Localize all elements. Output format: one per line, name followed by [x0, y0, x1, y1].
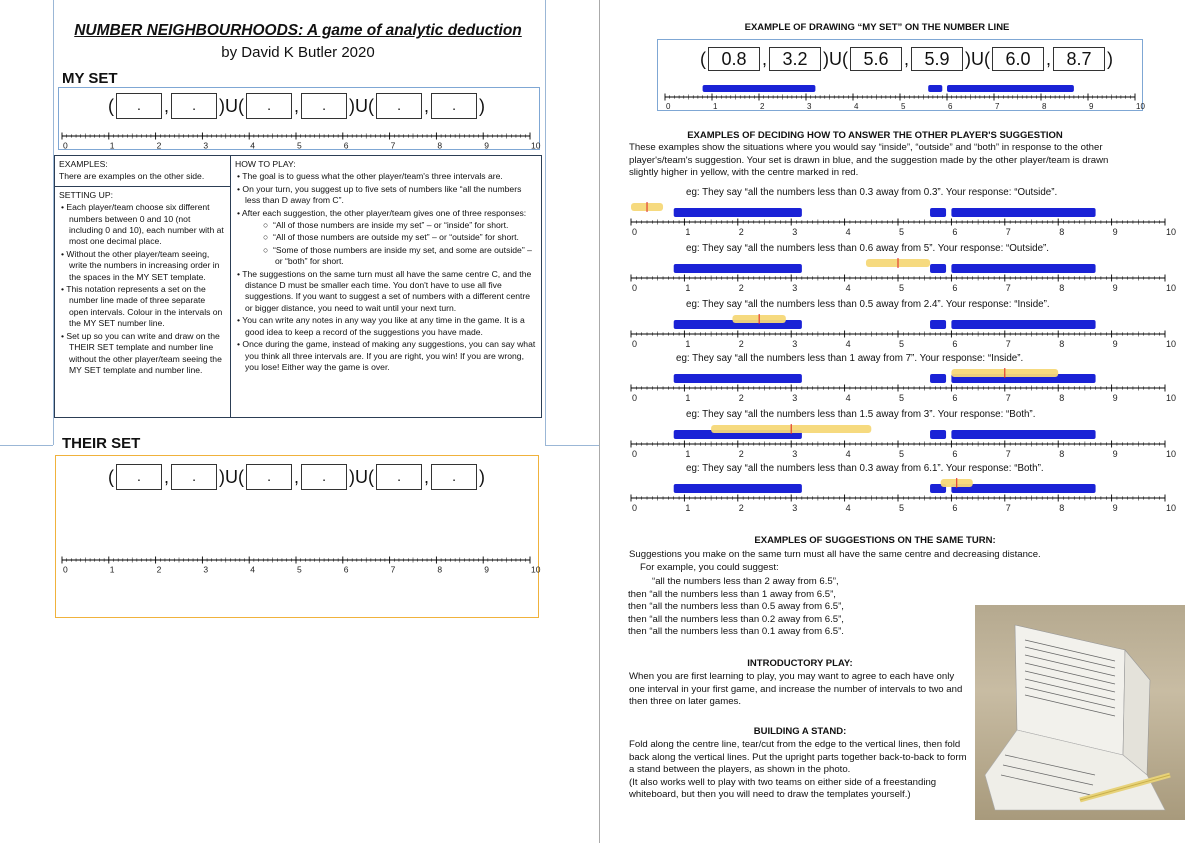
- example-label: eg: They say “all the numbers less than 0.3 away from 0.3”. Your response: “Outside”.: [686, 187, 1058, 198]
- suggestion-item: then “all the numbers less than 1 away from 6.5”,: [628, 588, 836, 600]
- setting-up-item: • Set up so you can write and draw on the THEIR SET template and number line without the other player/team seeing the MY SET template and number line.: [61, 330, 222, 375]
- set-interval-bar: [674, 484, 802, 493]
- axis-tick-label: 4: [845, 449, 851, 459]
- axis-tick-label: 7: [390, 140, 396, 150]
- number-entry-cell[interactable]: .: [116, 464, 162, 490]
- stand-text: Fold along the centre line, tear/cut from the edge to the vertical lines, then fold back along the vertical lines. Put the upright parts together back-to-back to form a stand between the players, as shown in the photo. (It also works well to play with two teams on either side of a freestanding whiteboard, but then you will need to draw the templates yourself.): [629, 739, 967, 801]
- setting-up-item: • Without the other player/team seeing, write the numbers in increasing order in the spaces in the MY SET template.: [61, 248, 220, 282]
- axis-tick-label: 9: [1112, 227, 1118, 237]
- same-turn-heading: EXAMPLES OF SUGGESTIONS ON THE SAME TURN:: [754, 535, 996, 546]
- example-set-notation: [700, 47, 1113, 71]
- axis-tick-label: 5: [297, 564, 302, 574]
- union-separator: )U(: [965, 48, 991, 69]
- fold-line-h-right: [545, 445, 599, 446]
- axis-tick-label: 7: [1005, 449, 1011, 459]
- axis-tick-label: 1: [685, 283, 691, 293]
- set-interval-bar: [703, 85, 816, 92]
- page-divider: [599, 0, 600, 843]
- axis-tick-label: 3: [792, 449, 798, 459]
- rules-right-column: [231, 156, 541, 417]
- response-option: ○ “All of those numbers are outside my set” – or “outside” for short.: [263, 232, 519, 243]
- suggestion-item: then “all the numbers less than 0.1 away from 6.5”.: [628, 626, 844, 638]
- union-separator: )U(: [219, 95, 245, 116]
- number-entry-cell[interactable]: .: [376, 93, 422, 119]
- axis-tick-label: 9: [1112, 339, 1118, 349]
- axis-tick-label: 3: [792, 393, 798, 403]
- example-number-line: [655, 80, 1145, 110]
- example-label: eg: They say “all the numbers less than 0.3 away from 6.1”. Your response: “Both”.: [686, 463, 1044, 474]
- axis-tick-label: 9: [1112, 449, 1118, 459]
- bracket-open: (: [108, 466, 114, 487]
- axis-tick-label: 0: [632, 283, 638, 293]
- number-entry-cell[interactable]: .: [431, 464, 477, 490]
- axis-tick-label: 5: [901, 102, 906, 110]
- axis-tick-label: 0: [63, 140, 68, 150]
- their-set-template[interactable]: [108, 464, 485, 490]
- axis-tick-label: 2: [156, 564, 162, 574]
- response-option: ○ “All of those numbers are inside my set” – or “inside” for short.: [263, 220, 509, 231]
- axis-tick-label: 10: [531, 564, 541, 574]
- author-byline: by David K Butler 2020: [221, 44, 375, 61]
- number-entry-cell[interactable]: .: [301, 93, 347, 119]
- suggestion-item: “all the numbers less than 2 away from 6.5”,: [652, 576, 839, 587]
- axis-tick-label: 3: [792, 339, 798, 349]
- axis-tick-label: 7: [1005, 503, 1011, 513]
- axis-tick-label: 9: [484, 564, 489, 574]
- how-to-play-item: • On your turn, you suggest up to five sets of numbers like “all the numbers less than D away from C”.: [237, 183, 522, 206]
- axis-tick-label: 2: [738, 393, 744, 403]
- set-interval-bar: [951, 484, 1095, 493]
- example-number-line: [622, 367, 1182, 407]
- axis-tick-label: 7: [390, 564, 396, 574]
- same-turn-list: [628, 576, 844, 639]
- how-to-play-item: • Once during the game, instead of making any suggestions, you can say what you think all three intervals are. If you are right, you win! If you are wrong, you lose! Either way the game is over.: [237, 339, 536, 372]
- axis-tick-label: 7: [995, 102, 1000, 110]
- axis-tick-label: 10: [1166, 339, 1177, 349]
- bracket-close: ): [479, 466, 486, 487]
- example-number-line: [622, 477, 1182, 517]
- example-label: eg: They say “all the numbers less than 0.5 away from 2.4”. Your response: “Inside”.: [686, 299, 1050, 310]
- axis-tick-label: 3: [792, 503, 798, 513]
- interval-start-value: 5.6: [850, 47, 902, 71]
- axis-tick-label: 4: [845, 339, 851, 349]
- axis-tick-label: 1: [109, 564, 115, 574]
- drawing-heading: EXAMPLE OF DRAWING “MY SET” ON THE NUMBER LINE: [744, 22, 1010, 33]
- example-number-line: [622, 313, 1182, 353]
- axis-tick-label: 10: [1166, 449, 1177, 459]
- axis-tick-label: 8: [1059, 227, 1065, 237]
- axis-tick-label: 9: [1112, 283, 1118, 293]
- axis-tick-label: 1: [685, 449, 691, 459]
- suggestion-item: then “all the numbers less than 0.2 away from 6.5”,: [628, 613, 844, 625]
- setting-up-item: • Each player/team choose six different numbers between 0 and 10 (not including 0 and 10), each number with at most one decimal place.: [61, 202, 224, 247]
- axis-tick-label: 0: [666, 102, 671, 110]
- interval-start-value: 0.8: [708, 47, 760, 71]
- axis-tick-label: 1: [685, 503, 691, 513]
- comma: ,: [762, 48, 768, 69]
- deciding-heading: EXAMPLES OF DECIDING HOW TO ANSWER THE OTHER PLAYER'S SUGGESTION: [687, 130, 1063, 141]
- how-to-play-heading: HOW TO PLAY:: [235, 159, 296, 169]
- folded-paper-illustration: [975, 605, 1185, 820]
- set-interval-bar: [951, 208, 1095, 217]
- set-interval-bar: [674, 264, 802, 273]
- number-entry-cell[interactable]: .: [246, 464, 292, 490]
- example-label: eg: They say “all the numbers less than 1 away from 7”. Your response: “Inside”.: [676, 353, 1024, 364]
- axis-tick-label: 2: [738, 503, 744, 513]
- stand-photo: [975, 605, 1185, 820]
- axis-tick-label: 8: [437, 564, 443, 574]
- response-option: ○ “Some of those numbers are inside my set, and some are outside” – or “both” for short.: [263, 244, 532, 267]
- example-label: eg: They say “all the numbers less than 1.5 away from 3”. Your response: “Both”.: [686, 409, 1036, 420]
- axis-tick-label: 10: [1166, 227, 1177, 237]
- axis-tick-label: 5: [899, 227, 905, 237]
- axis-tick-label: 7: [1005, 393, 1011, 403]
- my-set-number-line[interactable]: [50, 128, 546, 150]
- axis-tick-label: 4: [250, 140, 255, 150]
- axis-tick-label: 6: [343, 564, 349, 574]
- number-entry-cell[interactable]: .: [116, 93, 162, 119]
- axis-tick-label: 1: [109, 140, 115, 150]
- intro-text: When you are first learning to play, you may want to agree to each have only one interval in your first game, and increase the number of intervals to two and then three on later games.: [629, 671, 963, 708]
- axis-tick-label: 2: [738, 449, 744, 459]
- set-interval-bar: [951, 320, 1095, 329]
- setting-up-heading: SETTING UP:: [59, 189, 113, 200]
- axis-tick-label: 8: [1059, 283, 1065, 293]
- axis-tick-label: 10: [531, 140, 541, 150]
- axis-tick-label: 2: [738, 283, 744, 293]
- fold-line-right: [545, 0, 546, 445]
- same-turn-intro: Suggestions you make on the same turn must all have the same centre and decreasing distance.: [629, 549, 1041, 560]
- axis-tick-label: 9: [484, 140, 489, 150]
- my-set-heading: MY SET: [62, 70, 118, 87]
- comma: ,: [904, 48, 910, 69]
- set-interval-bar: [947, 85, 1074, 92]
- axis-tick-label: 3: [807, 102, 812, 110]
- set-interval-bar: [930, 374, 946, 383]
- union-separator: )U(: [823, 48, 849, 69]
- axis-tick-label: 9: [1112, 503, 1118, 513]
- number-entry-cell[interactable]: .: [301, 464, 347, 490]
- axis-tick-label: 3: [203, 140, 209, 150]
- how-to-play-item: • You can write any notes in any way you like at any time in the game. It is a good idea to keep a record of the suggestions you have made.: [237, 315, 525, 337]
- how-to-play-item: • After each suggestion, the other player/team gives one of three responses:: [237, 207, 527, 218]
- number-entry-cell[interactable]: .: [246, 93, 292, 119]
- axis-tick-label: 6: [952, 339, 958, 349]
- axis-tick-label: 5: [899, 339, 905, 349]
- interval-end-value: 5.9: [911, 47, 963, 71]
- set-interval-bar: [930, 430, 946, 439]
- rules-left-column: [55, 156, 231, 417]
- axis-tick-label: 5: [899, 503, 905, 513]
- example-number-line: [622, 423, 1182, 463]
- axis-tick-label: 6: [952, 503, 958, 513]
- axis-tick-label: 3: [792, 283, 798, 293]
- axis-tick-label: 1: [713, 102, 718, 110]
- axis-tick-label: 8: [1059, 339, 1065, 349]
- axis-tick-label: 8: [437, 140, 443, 150]
- comma: ,: [424, 95, 430, 116]
- axis-tick-label: 0: [632, 227, 638, 237]
- axis-tick-label: 0: [63, 564, 68, 574]
- axis-tick-label: 4: [854, 102, 859, 110]
- axis-tick-label: 2: [760, 102, 765, 110]
- fold-line-h-left: [0, 445, 53, 446]
- interval-end-value: 8.7: [1053, 47, 1105, 71]
- set-interval-bar: [674, 208, 802, 217]
- set-interval-bar: [674, 374, 802, 383]
- axis-tick-label: 5: [899, 393, 905, 403]
- axis-tick-label: 6: [952, 449, 958, 459]
- set-interval-bar: [930, 320, 946, 329]
- axis-tick-label: 2: [738, 227, 744, 237]
- stand-heading: BUILDING A STAND:: [753, 726, 847, 737]
- comma: ,: [294, 466, 300, 487]
- axis-tick-label: 6: [948, 102, 953, 110]
- intro-heading: INTRODUCTORY PLAY:: [747, 658, 853, 669]
- same-turn-for-example: For example, you could suggest:: [640, 562, 779, 573]
- document-title: NUMBER NEIGHBOURHOODS: A game of analytic deduction: [74, 22, 522, 39]
- set-interval-bar: [951, 430, 1095, 439]
- my-set-template[interactable]: [108, 93, 485, 119]
- divider: [55, 186, 230, 187]
- bracket-close: ): [1107, 48, 1114, 69]
- axis-tick-label: 4: [845, 227, 851, 237]
- axis-tick-label: 5: [899, 283, 905, 293]
- bracket-close: ): [479, 95, 486, 116]
- set-interval-bar: [930, 208, 946, 217]
- set-interval-bar: [928, 85, 942, 92]
- examples-heading: EXAMPLES:: [59, 159, 108, 169]
- comma: ,: [1046, 48, 1052, 69]
- union-separator: )U(: [349, 95, 375, 116]
- number-entry-cell[interactable]: .: [171, 93, 217, 119]
- their-set-number-line[interactable]: [50, 552, 546, 574]
- comma: ,: [294, 95, 300, 116]
- axis-tick-label: 2: [156, 140, 162, 150]
- axis-tick-label: 1: [685, 227, 691, 237]
- example-number-line: [622, 201, 1182, 241]
- axis-tick-label: 1: [685, 393, 691, 403]
- union-separator: )U(: [219, 466, 245, 487]
- rules-box: [54, 155, 542, 418]
- axis-tick-label: 4: [845, 283, 851, 293]
- example-number-line: [622, 257, 1182, 297]
- deciding-text: These examples show the situations where you would say “inside”, “outside” and “both” in response to the other player's/team's suggestion. Your set is drawn in blue, and the suggestion made by the other player/team is drawn slightly higher in yellow, with the centre marked in red.: [629, 142, 1109, 179]
- axis-tick-label: 7: [1005, 283, 1011, 293]
- axis-tick-label: 5: [297, 140, 302, 150]
- interval-start-value: 6.0: [992, 47, 1044, 71]
- axis-tick-label: 8: [1059, 503, 1065, 513]
- examples-text: There are examples on the other side.: [59, 171, 205, 182]
- axis-tick-label: 0: [632, 449, 638, 459]
- axis-tick-label: 0: [632, 503, 638, 513]
- axis-tick-label: 4: [250, 564, 255, 574]
- axis-tick-label: 8: [1042, 102, 1047, 110]
- axis-tick-label: 9: [1112, 393, 1118, 403]
- example-label: eg: They say “all the numbers less than 0.6 away from 5”. Your response: “Outside”.: [686, 243, 1050, 254]
- axis-tick-label: 6: [952, 393, 958, 403]
- comma: ,: [164, 466, 170, 487]
- bracket-open: (: [700, 48, 706, 69]
- axis-tick-label: 10: [1136, 102, 1145, 110]
- number-entry-cell[interactable]: .: [171, 464, 217, 490]
- axis-tick-label: 6: [952, 283, 958, 293]
- set-interval-bar: [930, 264, 946, 273]
- axis-tick-label: 0: [632, 339, 638, 349]
- axis-tick-label: 7: [1005, 339, 1011, 349]
- axis-tick-label: 10: [1166, 393, 1177, 403]
- bracket-open: (: [108, 95, 114, 116]
- axis-tick-label: 6: [952, 227, 958, 237]
- axis-tick-label: 8: [1059, 449, 1065, 459]
- how-to-play-item: • The suggestions on the same turn must all have the same centre C, and the distance D must be smaller each time. You don't have to use all five suggestions. If you want to suggest a set of numbers with a different centre or bigger distance, you need to wait until your next turn.: [237, 268, 532, 313]
- axis-tick-label: 0: [632, 393, 638, 403]
- their-set-heading: THEIR SET: [62, 435, 141, 452]
- interval-end-value: 3.2: [769, 47, 821, 71]
- axis-tick-label: 10: [1166, 283, 1177, 293]
- suggestion-item: then “all the numbers less than 0.5 away from 6.5”,: [628, 601, 844, 613]
- axis-tick-label: 7: [1005, 227, 1011, 237]
- axis-tick-label: 3: [203, 564, 209, 574]
- number-entry-cell[interactable]: .: [376, 464, 422, 490]
- set-interval-bar: [951, 264, 1095, 273]
- setting-up-item: • This notation represents a set on the number line made of three separate open intervals. Colour in the intervals on the MY SET number line.: [61, 284, 223, 329]
- axis-tick-label: 10: [1166, 503, 1177, 513]
- axis-tick-label: 4: [845, 503, 851, 513]
- axis-tick-label: 8: [1059, 393, 1065, 403]
- comma: ,: [164, 95, 170, 116]
- union-separator: )U(: [349, 466, 375, 487]
- comma: ,: [424, 466, 430, 487]
- axis-tick-label: 5: [899, 449, 905, 459]
- axis-tick-label: 4: [845, 393, 851, 403]
- how-to-play-item: • The goal is to guess what the other player/team's three intervals are.: [237, 171, 503, 182]
- axis-tick-label: 6: [343, 140, 349, 150]
- axis-tick-label: 1: [685, 339, 691, 349]
- axis-tick-label: 9: [1089, 102, 1094, 110]
- number-entry-cell[interactable]: .: [431, 93, 477, 119]
- axis-tick-label: 2: [738, 339, 744, 349]
- axis-tick-label: 3: [792, 227, 798, 237]
